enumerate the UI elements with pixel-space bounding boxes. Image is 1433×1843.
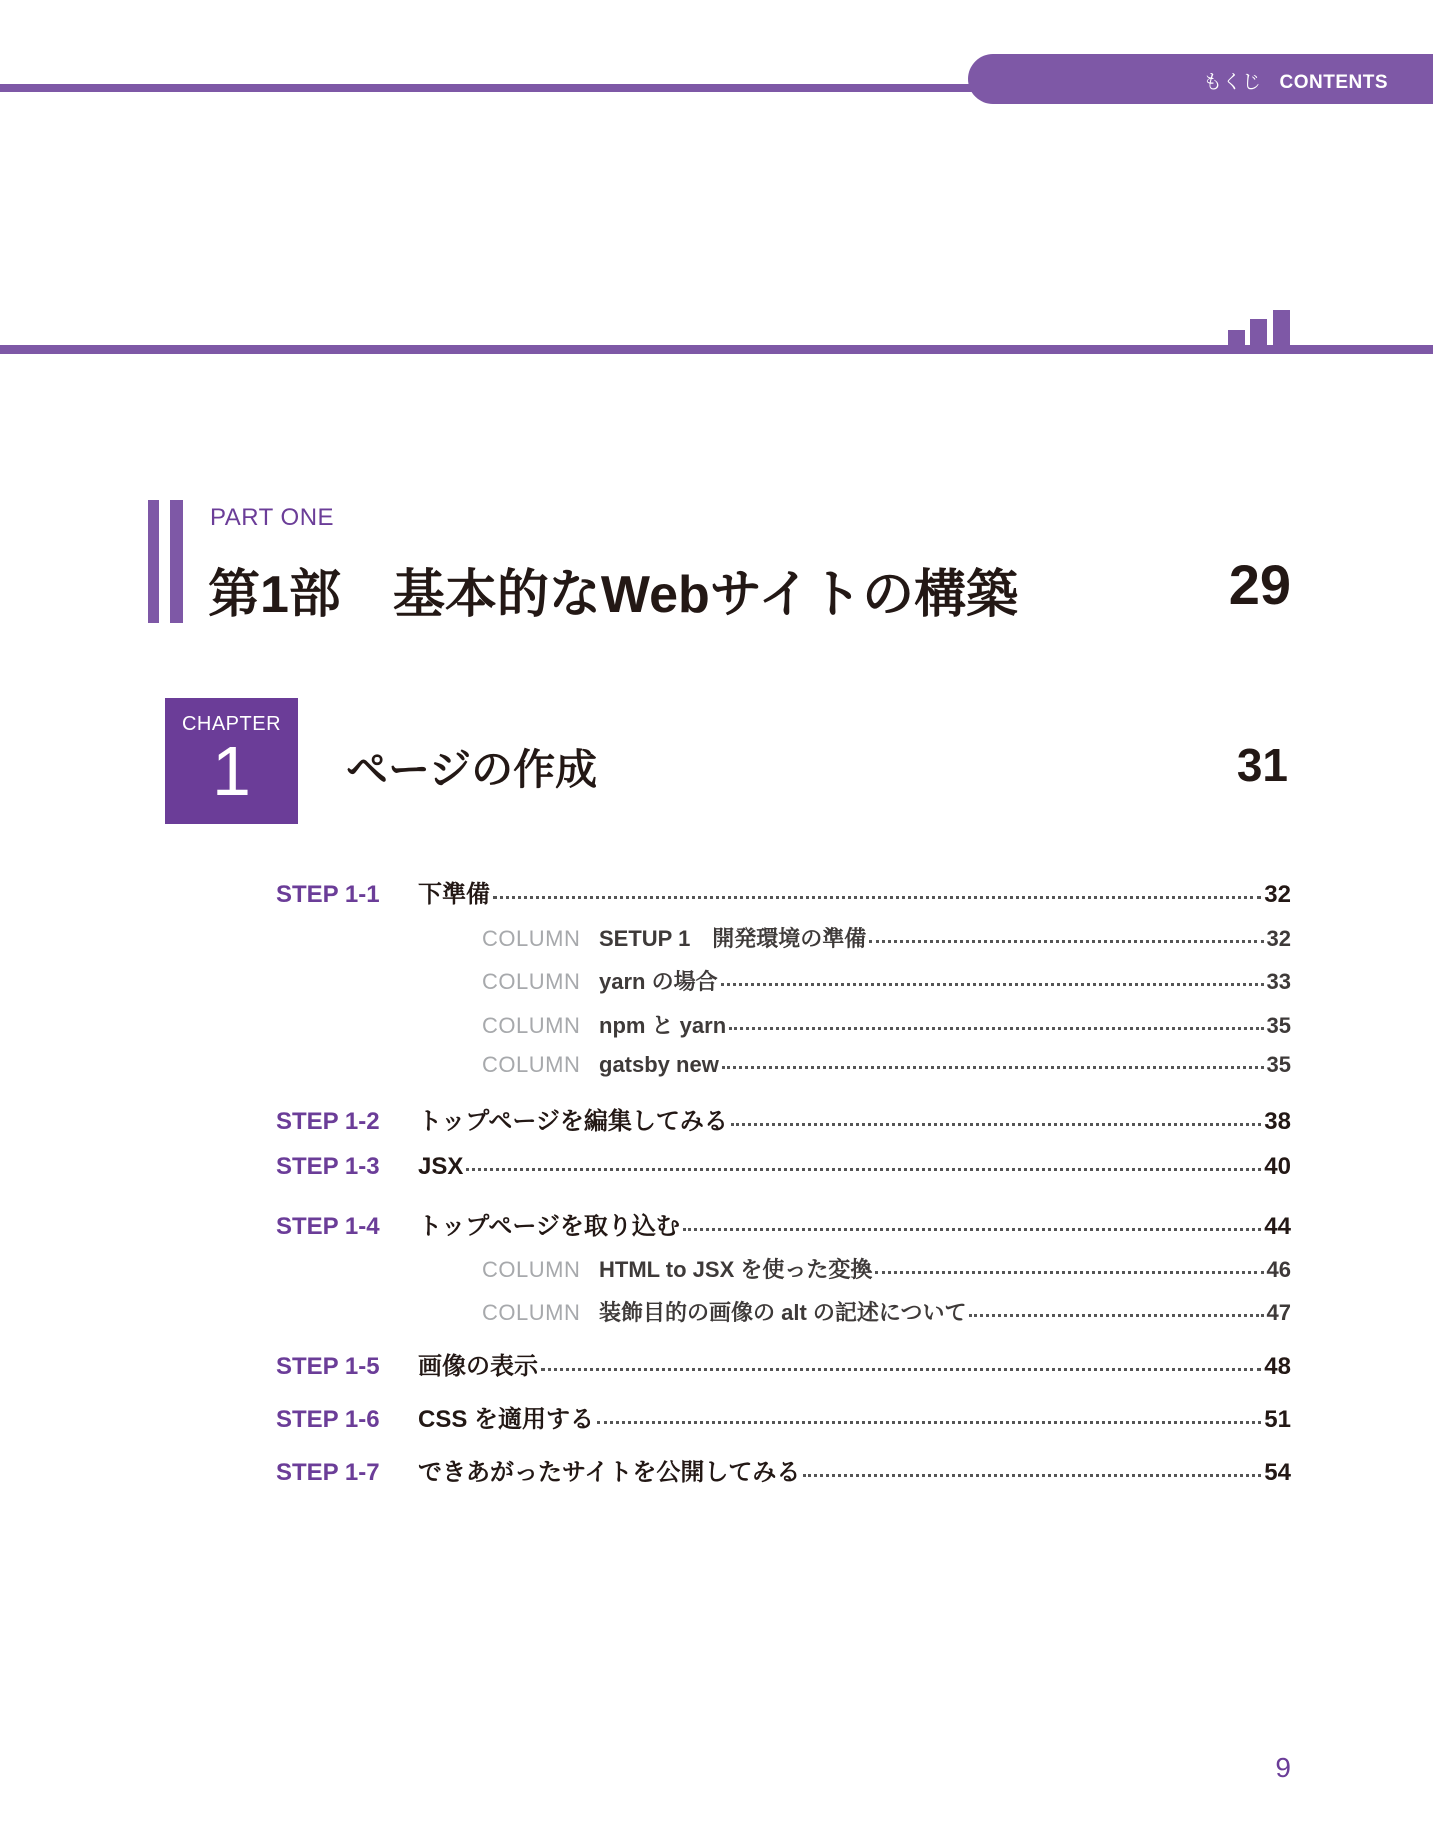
dot-leader: [869, 940, 1263, 943]
entry-page: 32: [1264, 881, 1291, 908]
running-header-jp: もくじ: [1202, 72, 1262, 93]
toc-step-entry[interactable]: [276, 1206, 1291, 1241]
step-label: STEP 1-5: [276, 1353, 380, 1380]
dot-leader: [541, 1368, 1261, 1371]
entry-page: 38: [1264, 1108, 1291, 1135]
running-header: [1203, 67, 1388, 94]
dot-leader: [683, 1228, 1261, 1231]
entry-title: gatsby new: [599, 1052, 719, 1077]
chapter-badge: [165, 698, 298, 824]
running-header-en: CONTENTS: [1279, 72, 1388, 93]
toc-column-entry[interactable]: [482, 1052, 1291, 1078]
toc-step-entry[interactable]: [276, 1452, 1291, 1487]
column-label: COLUMN: [482, 926, 581, 951]
toc-step-entry[interactable]: [276, 1346, 1291, 1381]
dot-leader: [875, 1271, 1263, 1274]
dot-leader: [803, 1474, 1261, 1477]
toc-step-entry[interactable]: [276, 1153, 1291, 1181]
entry-page: 48: [1264, 1353, 1291, 1380]
step-label: STEP 1-7: [276, 1459, 380, 1486]
ornament-bar-medium: [1250, 319, 1267, 346]
toc-step-entry[interactable]: [276, 874, 1291, 909]
entry-page: 40: [1264, 1153, 1291, 1180]
entry-page: 35: [1266, 1052, 1291, 1077]
part-kicker: PART ONE: [210, 504, 335, 531]
part-title: [208, 552, 1018, 627]
entry-title: できあがったサイトを公開してみる: [418, 1459, 801, 1486]
page-folio: 9: [1275, 1752, 1291, 1783]
toc-column-entry[interactable]: [482, 1296, 1291, 1327]
entry-page: 33: [1266, 969, 1291, 994]
column-label: COLUMN: [482, 969, 581, 994]
entry-title: CSS を適用する: [418, 1406, 595, 1433]
dot-leader: [729, 1027, 1263, 1030]
toc-step-entry[interactable]: [276, 1101, 1291, 1136]
part-marker-bar: [170, 500, 183, 623]
entry-page: 47: [1266, 1300, 1291, 1325]
part-page-number[interactable]: 29: [1228, 553, 1291, 616]
part-marker-bar: [148, 500, 159, 623]
toc-column-entry[interactable]: [482, 1253, 1291, 1284]
entry-page: 46: [1266, 1257, 1291, 1282]
chapter-page-number[interactable]: 31: [1236, 739, 1288, 791]
step-label: STEP 1-2: [276, 1108, 380, 1135]
dot-leader: [466, 1168, 1261, 1171]
dot-leader: [969, 1314, 1263, 1317]
ornament-bar-large: [1273, 310, 1290, 346]
entry-page: 54: [1264, 1459, 1291, 1486]
entry-title: SETUP 1 開発環境の準備: [599, 926, 867, 951]
entry-title: JSX: [418, 1153, 464, 1180]
entry-title: yarn の場合: [599, 969, 718, 994]
section-divider: [0, 345, 1433, 354]
chapter-kicker: CHAPTER: [181, 713, 282, 735]
column-label: COLUMN: [482, 1300, 581, 1325]
toc-column-entry[interactable]: [482, 922, 1291, 953]
step-label: STEP 1-3: [276, 1153, 380, 1180]
dot-leader: [722, 1066, 1264, 1069]
step-label: STEP 1-4: [276, 1213, 380, 1240]
column-label: COLUMN: [482, 1052, 581, 1077]
dot-leader: [731, 1123, 1261, 1126]
entry-title: トップページを編集してみる: [418, 1108, 728, 1135]
part-number: 第1部: [208, 566, 341, 624]
dot-leader: [597, 1421, 1261, 1424]
entry-title: トップページを取り込む: [418, 1213, 680, 1240]
entry-page: 51: [1264, 1406, 1291, 1433]
column-label: COLUMN: [482, 1013, 581, 1038]
toc-column-entry[interactable]: [482, 965, 1291, 996]
entry-title: 画像の表示: [418, 1353, 538, 1380]
dot-leader: [721, 983, 1264, 986]
ornament-bar-small: [1228, 330, 1245, 346]
entry-page: 35: [1266, 1013, 1291, 1038]
header-rule: [0, 84, 980, 92]
entry-page: 44: [1264, 1213, 1291, 1240]
step-label: STEP 1-6: [276, 1406, 380, 1433]
step-label: STEP 1-1: [276, 881, 380, 908]
chapter-number: 1: [212, 732, 251, 810]
part-title-text: 基本的なWebサイトの構築: [392, 566, 1019, 624]
entry-title: npm と yarn: [599, 1013, 727, 1038]
toc-column-entry[interactable]: [482, 1009, 1291, 1040]
entry-title: 下準備: [418, 881, 490, 908]
entry-page: 32: [1266, 926, 1291, 951]
entry-title: 装飾目的の画像の alt の記述について: [599, 1300, 967, 1325]
toc-step-entry[interactable]: [276, 1399, 1291, 1434]
chapter-title: ページの作成: [346, 746, 598, 793]
dot-leader: [493, 896, 1261, 899]
entry-title: HTML to JSX を使った変換: [599, 1257, 873, 1282]
column-label: COLUMN: [482, 1257, 581, 1282]
